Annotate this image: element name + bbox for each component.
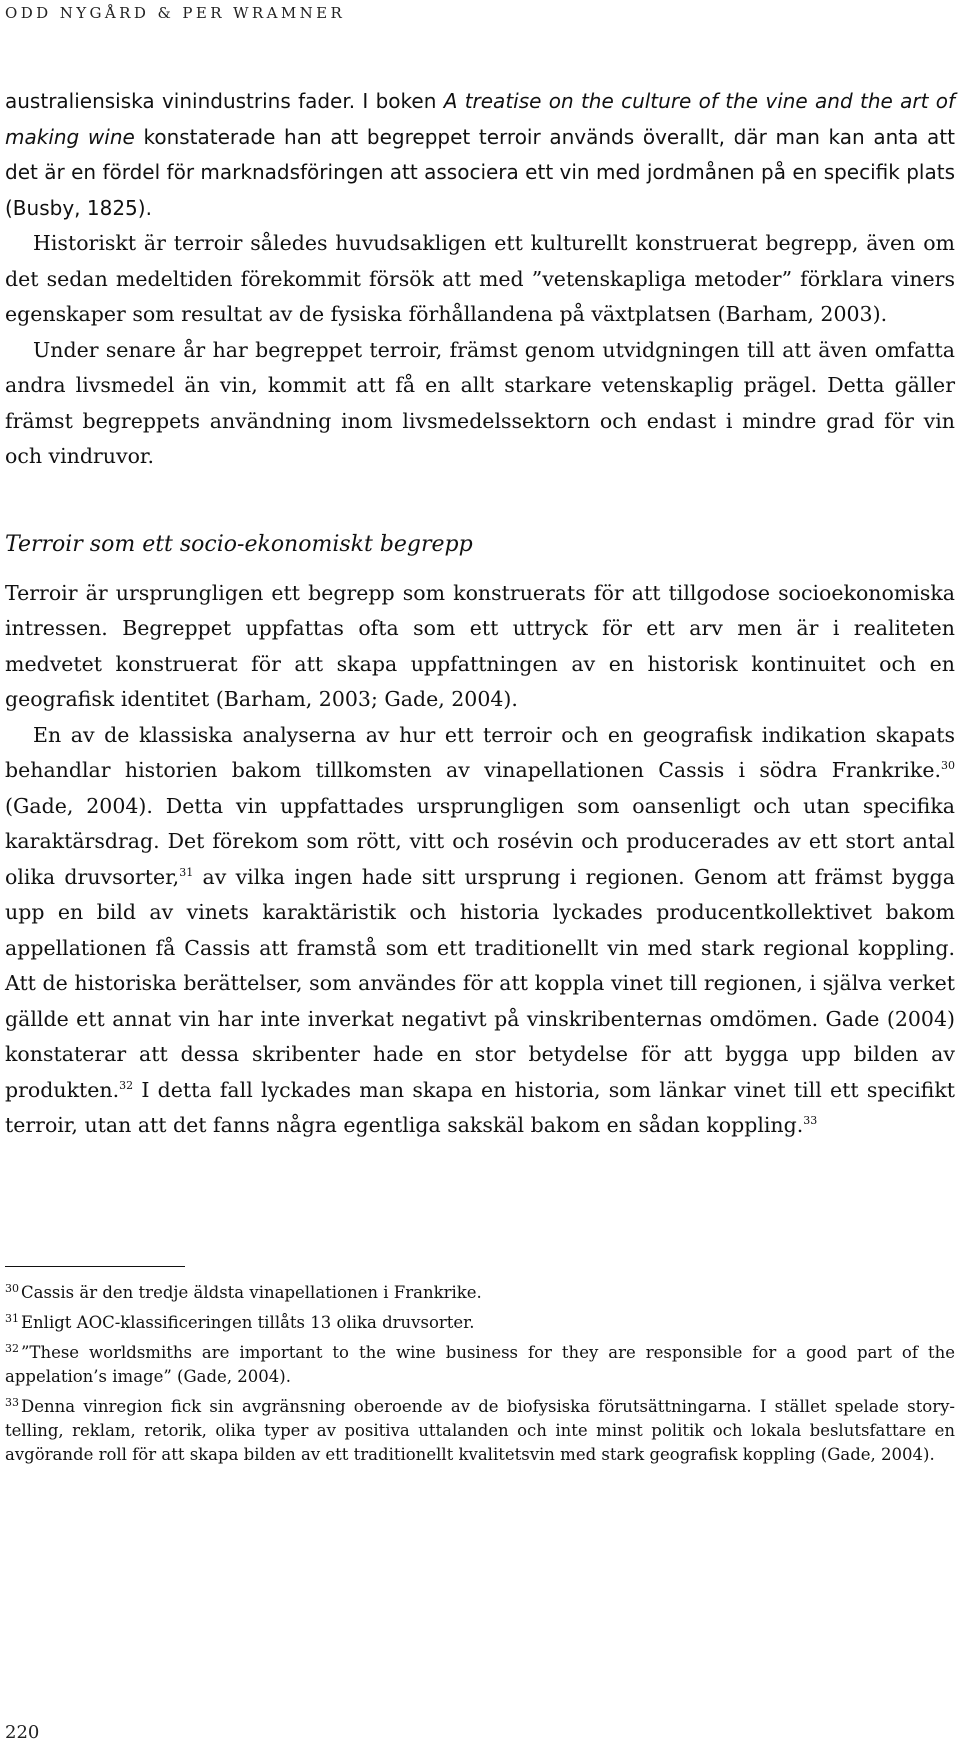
paragraph-1: [5, 84, 955, 226]
paragraph-1-text-a: australiensiska vinindustrins fader. I boken: [5, 89, 444, 113]
paragraph-1-text-b: konstaterade han att begreppet terroir används överallt, där man kan anta att det är en fördel för marknadsföringen att associera ett vin med jordmånen på en specifik plats (Busby, 1825).: [5, 124, 956, 220]
section-heading: Terroir som ett socio-ekonomiskt begrepp: [5, 531, 473, 557]
paragraph-4: Terroir är ursprungligen ett begrepp som konstruerats för att tillgodose socioekonomiska intressen. Begreppet uppfattas ofta som ett uttryck för ett arv men är i realiteten medvetet konstruerat för att skapa uppfattningen av en historisk kontinuitet och en geografisk identitet (Barham, 2003; Gade, 2004).: [5, 580, 955, 711]
running-head: ODD NYGÅRD & PER WRAMNER: [5, 4, 346, 22]
footnote-divider: [5, 1266, 185, 1267]
footnote-ref-31[interactable]: 31: [179, 865, 194, 879]
footnote-32: [5, 1341, 955, 1389]
paragraph-5-text-4: I detta fall lyckades man skapa en historia, som länkar vinet till ett specifikt terroir, utan att det fanns några egentliga sakskäl bakom en sådan koppling.: [5, 1077, 955, 1137]
footnote-ref-32[interactable]: 32: [119, 1078, 134, 1092]
body-text: [5, 84, 955, 1144]
footnote-number: 32: [5, 1342, 19, 1355]
footnote-ref-30[interactable]: 30: [941, 759, 955, 772]
paragraph-5: [5, 718, 955, 1144]
footnotes: [5, 1281, 955, 1473]
paragraph-5-text-3: av vilka ingen hade sitt ursprung i regionen. Genom att främst bygga upp en bild av vinets karaktäristik och historia lyckades producentkollektivet bakom appellationen få Cassis att framstå som ett traditionellt vin med stark regional koppling. Att de historiska berättelser, som användes för att koppla vinet till regionen, i själva verket gällde ett annat vin har inte inverkat negativt på vinskribenternas omdömen. Gade (2004) konstaterar att dessa skribenter hade en stor betydelse för att bygga upp bilden av produkten.: [5, 864, 955, 1102]
paragraph-3: Under senare år har begreppet terroir, främst genom utvidgningen till att även omfatta andra livsmedel än vin, kommit att få en allt starkare vetenskaplig prägel. Detta gäller främst begreppets användning inom livsmedelssektorn och endast i mindre grad för vin och vindruvor.: [5, 337, 955, 468]
footnote-33: [5, 1395, 955, 1467]
footnote-31: [5, 1311, 955, 1335]
footnote-ref-33[interactable]: 33: [803, 1114, 818, 1127]
footnote-number: 33: [5, 1396, 19, 1409]
footnote-text: Cassis är den tredje äldsta vinapellationen i Frankrike.: [21, 1283, 482, 1302]
footnote-30: [5, 1281, 955, 1305]
footnote-text: Denna vinregion fick sin avgränsning oberoende av de biofysiska förutsättningarna. I stället spelade story-telling, reklam, retorik, olika typer av positiva uttalanden och inte minst politik och lokala beslutsfattare en avgörande roll för att skapa bilden av ett traditionellt kvalitetsvin med stark geografisk koppling (Gade, 2004).: [5, 1397, 955, 1464]
footnote-number: 30: [5, 1282, 19, 1295]
paragraph-5-text-2: (Gade, 2004). Detta vin uppfattades ursprungligen som oansenligt och utan specifika karaktärsdrag. Det förekom som rött, vitt och rosévin och producerades av ett stort antal olika druvsorter,: [5, 793, 955, 889]
page-number: 220: [5, 1722, 40, 1743]
paragraph-2: Historiskt är terroir således huvudsakligen ett kulturellt konstruerat begrepp, även om det sedan medeltiden förekommit försök att med ”vetenskapliga metoder” förklara viners egenskaper som resultat av de fysiska förhållandena på växtplatsen (Barham, 2003).: [5, 231, 955, 326]
book-title: A treatise on the culture of the vine and the art of making wine: [5, 89, 956, 149]
footnote-number: 31: [5, 1312, 19, 1325]
footnote-text: ”These worldsmiths are important to the wine business for they are responsible for a good part of the appelation’s image” (Gade, 2004).: [5, 1343, 955, 1386]
footnote-text: Enligt AOC-klassificeringen tillåts 13 olika druvsorter.: [21, 1313, 475, 1332]
paragraph-5-text-1: En av de klassiska analyserna av hur ett terroir och en geografisk indikation skapats behandlar historien bakom tillkomsten av vinapellationen Cassis i södra Frankrike.: [5, 722, 955, 782]
